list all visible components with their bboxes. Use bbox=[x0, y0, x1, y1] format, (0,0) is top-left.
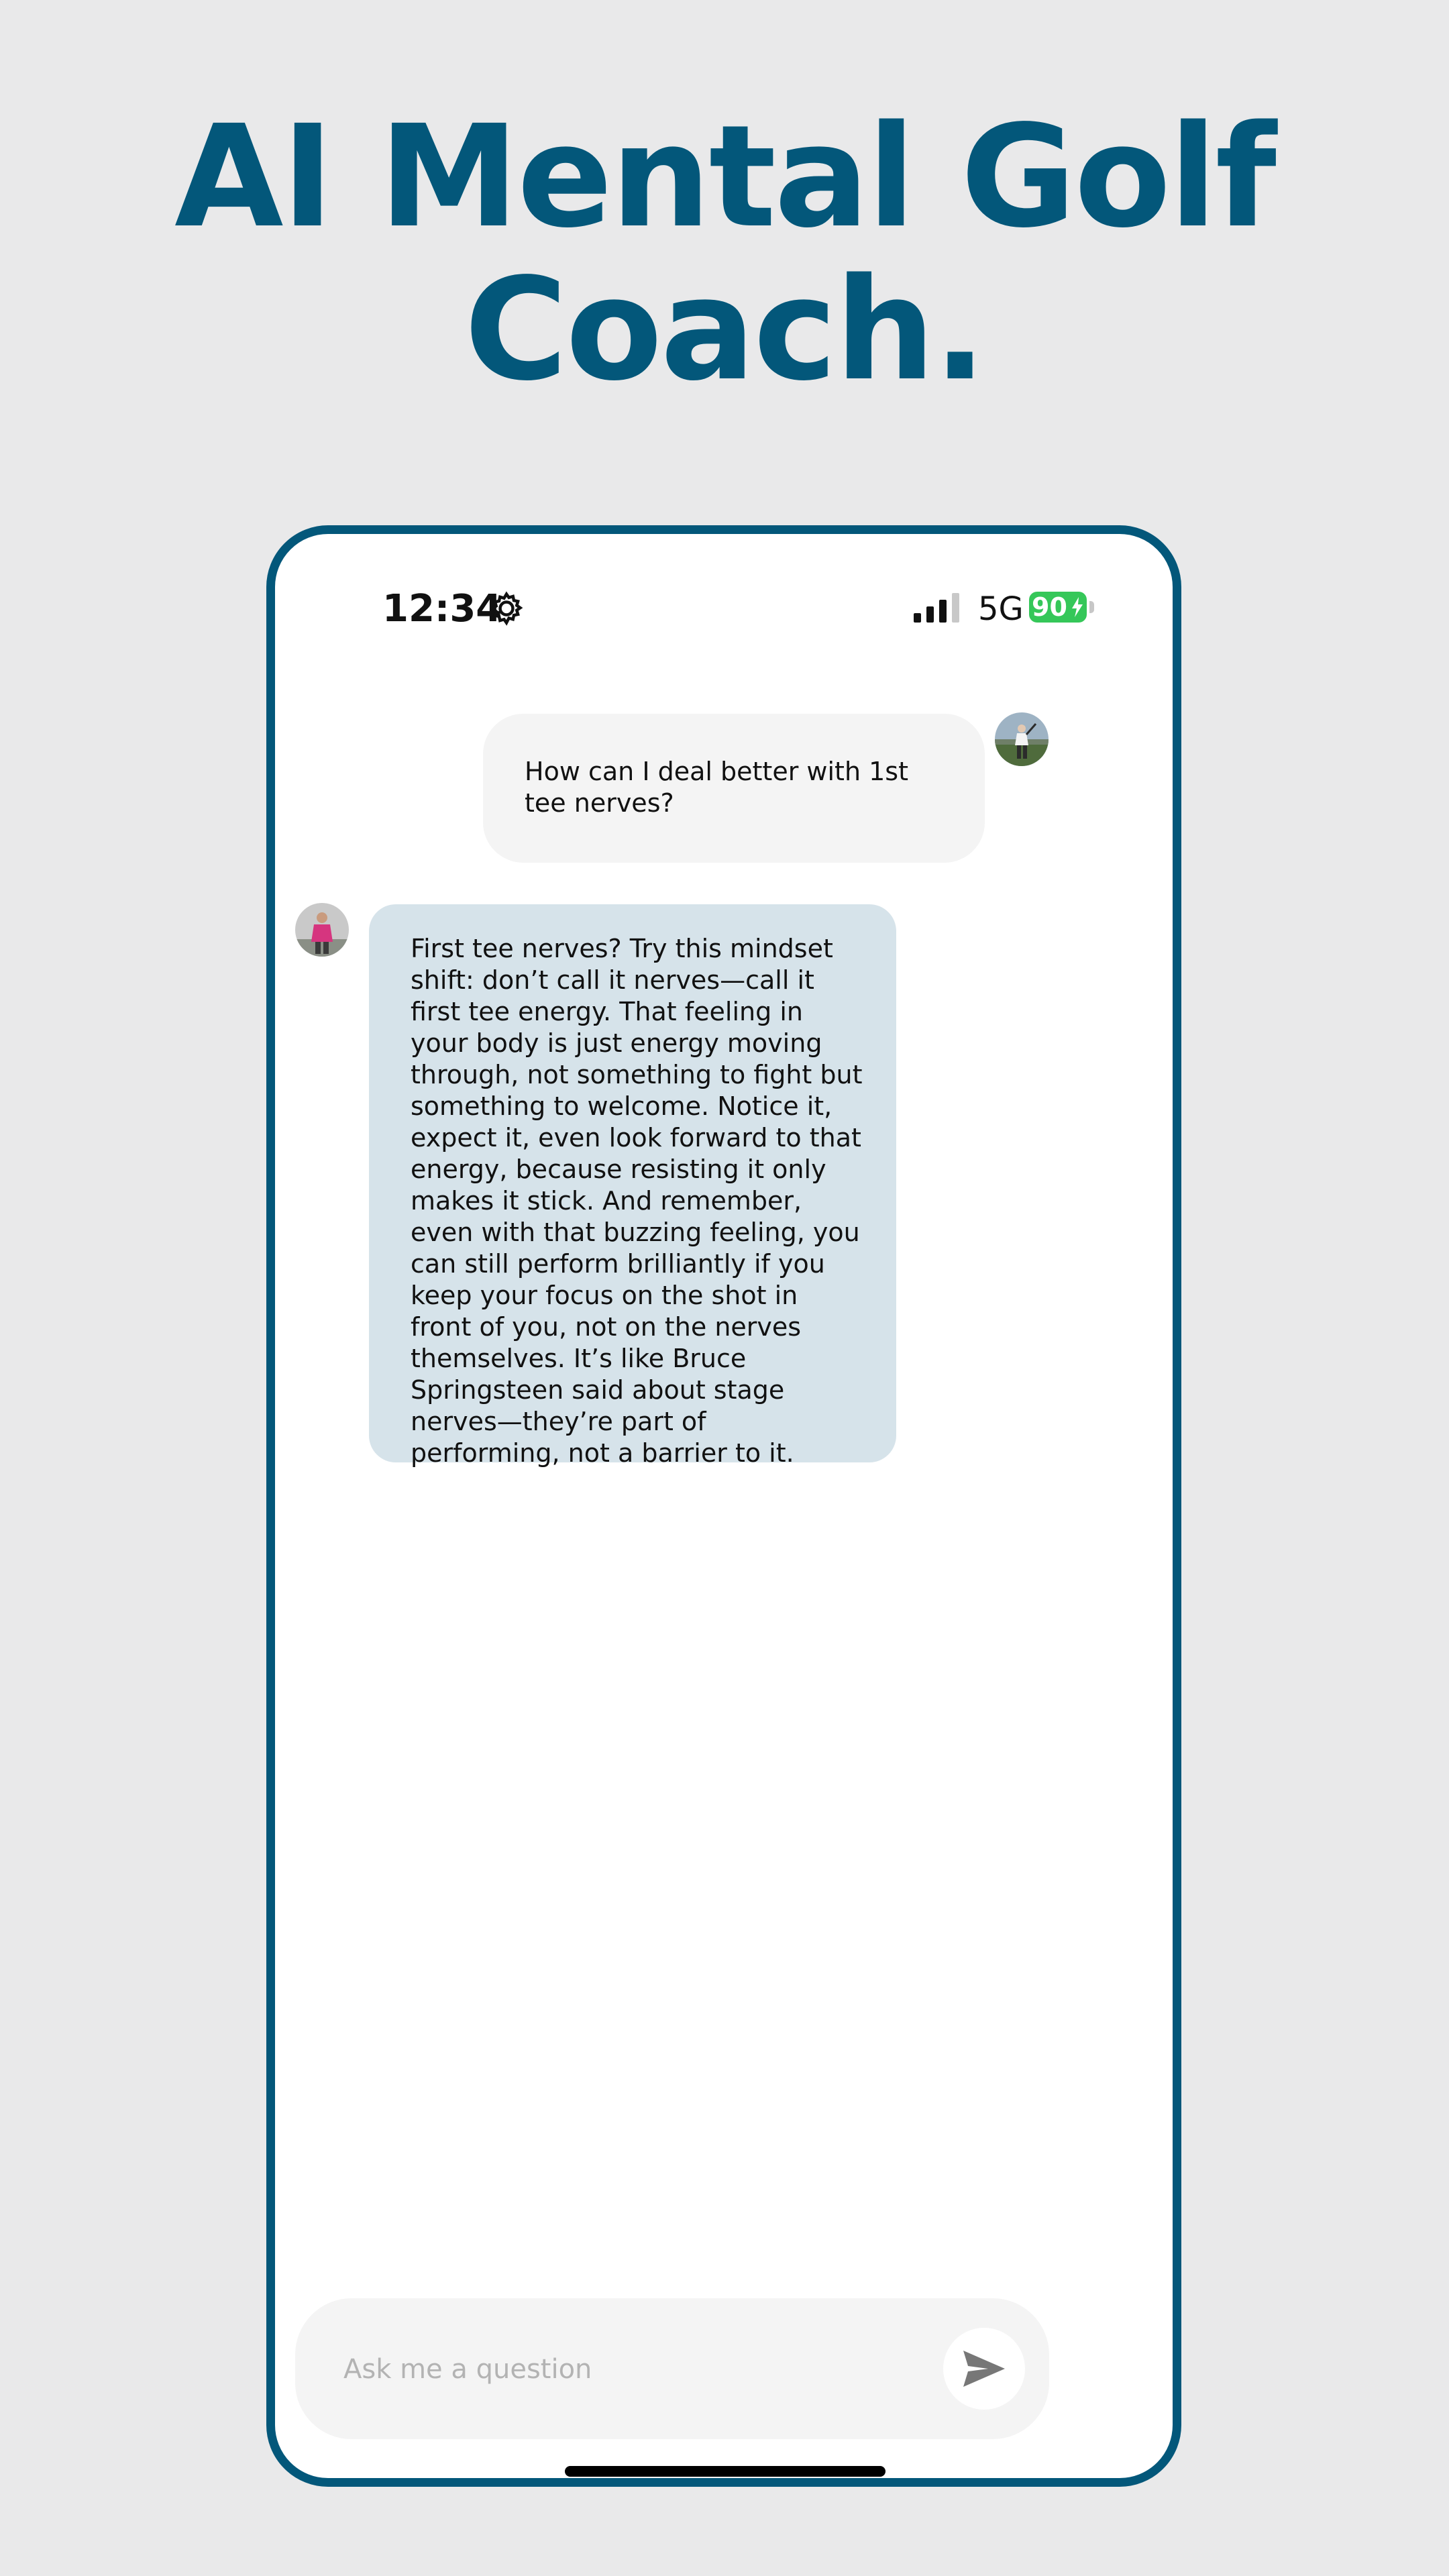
battery-level: 90 bbox=[1032, 592, 1067, 622]
coach-message-text: First tee nerves? Try this mindset shift: don’t call it nerves—call it first tee energy. That feeling in your body is just energy moving through, not something to fight but something to welcome. Notice it, expect it, even look forward to that energy, because resisting it only makes it stick. And remember, even with that buzzing feeling, you can still perform brilliantly if you keep your focus on the shot in front of you, not on the nerves themselves. It’s like Bruce Springsteen said about stage nerves—they’re part of performing, not a barrier to it. bbox=[411, 934, 863, 1468]
battery-indicator bbox=[1029, 592, 1087, 623]
coach-photo-icon bbox=[295, 903, 349, 957]
page-headline bbox=[0, 95, 1449, 412]
send-icon bbox=[962, 2349, 1006, 2388]
user-avatar bbox=[995, 712, 1049, 766]
coach-message-bubble bbox=[369, 904, 896, 1468]
home-indicator[interactable] bbox=[565, 2466, 885, 2477]
golfer-photo-icon bbox=[995, 712, 1049, 766]
gear-icon bbox=[488, 590, 525, 627]
phone-frame bbox=[266, 525, 1181, 2487]
battery-cap bbox=[1089, 601, 1094, 613]
status-time: 12:34 bbox=[382, 587, 502, 631]
headline-line-1: AI Mental Golf bbox=[174, 95, 1275, 259]
composer-bar bbox=[295, 2298, 1049, 2439]
coach-avatar bbox=[295, 903, 349, 957]
user-message-bubble bbox=[483, 714, 985, 863]
headline-line-2: Coach. bbox=[464, 248, 985, 412]
question-input[interactable] bbox=[342, 2339, 922, 2400]
send-button[interactable] bbox=[943, 2328, 1025, 2410]
signal-icon bbox=[914, 593, 961, 623]
charging-bolt-icon bbox=[1071, 597, 1084, 617]
network-label: 5G bbox=[978, 590, 1024, 628]
user-message-text: How can I deal better with 1st tee nerves? bbox=[525, 757, 908, 818]
